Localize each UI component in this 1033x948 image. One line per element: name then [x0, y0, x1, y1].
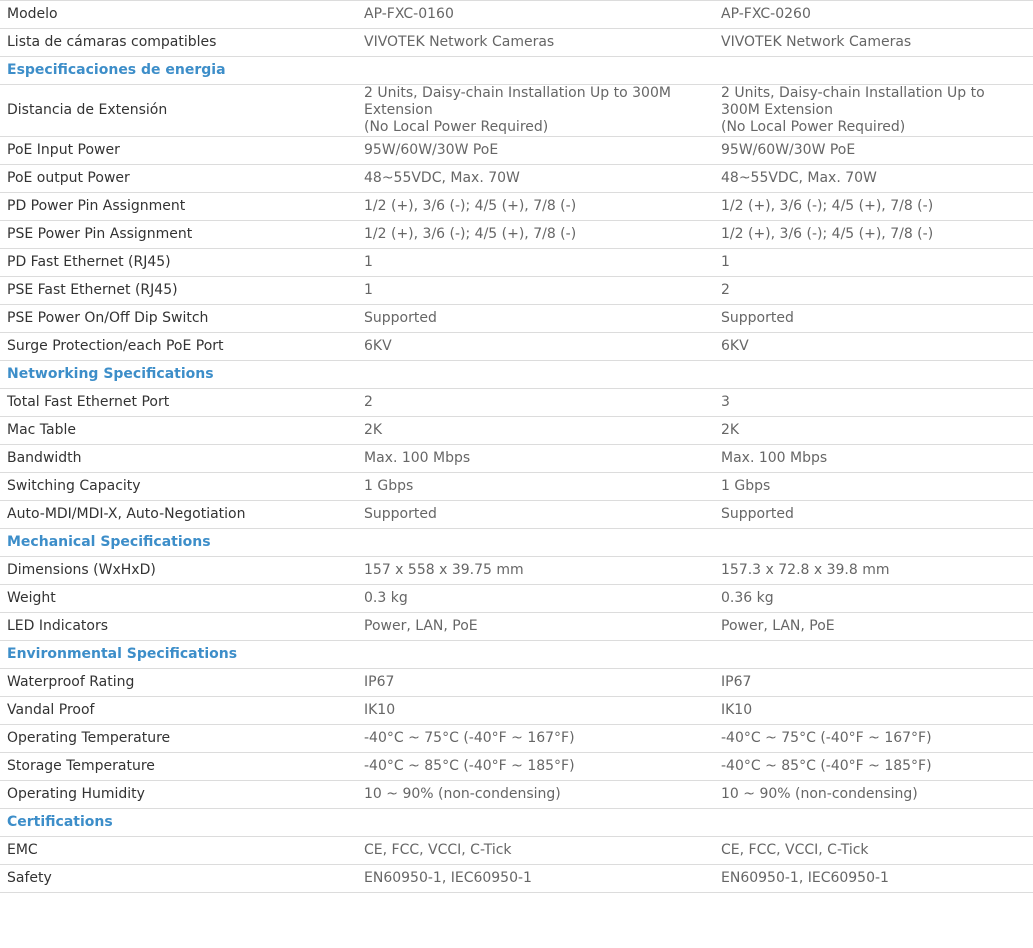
spec-value-model-1-cell: [357, 445, 714, 473]
spec-label: LED Indicators: [7, 618, 109, 634]
spec-value-model-1-cell: [357, 725, 714, 753]
spec-value-model-1: 1: [364, 254, 373, 270]
spec-value-model-1: CE, FCC, VCCI, C-Tick: [364, 842, 512, 858]
spec-value-model-1: 1/2 (+), 3/6 (-); 4/5 (+), 7/8 (-): [364, 226, 577, 242]
spec-label-cell: [0, 837, 357, 865]
spec-value-model-1-cell: [357, 277, 714, 305]
spec-label: Operating Humidity: [7, 786, 145, 802]
spec-value-model-2: IP67: [721, 674, 752, 690]
spec-value-model-1-cell: [357, 333, 714, 361]
table-row: [0, 473, 1033, 501]
spec-value-model-2: 6KV: [721, 338, 749, 354]
table-row: [0, 249, 1033, 277]
spec-value-model-2-cell: [714, 277, 1033, 305]
section-heading-row: [0, 641, 1033, 669]
spec-value-model-1: Supported: [364, 506, 437, 522]
table-row: [0, 781, 1033, 809]
spec-value-model-2: 1/2 (+), 3/6 (-); 4/5 (+), 7/8 (-): [721, 198, 934, 214]
section-heading: Networking Specifications: [0, 361, 357, 389]
spec-label-cell: [0, 249, 357, 277]
spec-value-model-2: Max. 100 Mbps: [721, 450, 828, 466]
spec-value-model-2-cell: [714, 613, 1033, 641]
spec-value-model-2: 3: [721, 394, 730, 410]
spec-label-cell: [0, 137, 357, 165]
spec-value-model-1: 2K: [364, 422, 383, 438]
spec-value-model-2-cell: [714, 417, 1033, 445]
table-row: [0, 585, 1033, 613]
spec-value-model-1-cell: [357, 85, 714, 137]
spec-value-model-1-cell: [357, 697, 714, 725]
spec-label: Surge Protection/each PoE Port: [7, 338, 224, 354]
section-empty-cell: [357, 529, 714, 557]
spec-value-model-2: 1/2 (+), 3/6 (-); 4/5 (+), 7/8 (-): [721, 226, 934, 242]
spec-value-model-1-cell: [357, 837, 714, 865]
spec-label: PoE Input Power: [7, 142, 120, 158]
spec-label-cell: [0, 445, 357, 473]
spec-label: PD Fast Ethernet (RJ45): [7, 254, 171, 270]
spec-label-cell: [0, 697, 357, 725]
spec-value-model-1-cell: [357, 417, 714, 445]
section-heading-row: [0, 361, 1033, 389]
spec-value-model-2-cell: [714, 473, 1033, 501]
table-row: [0, 445, 1033, 473]
spec-value-model-2: -40°C ~ 85°C (-40°F ~ 185°F): [721, 758, 932, 774]
spec-label-cell: [0, 389, 357, 417]
spec-value-model-1: VIVOTEK Network Cameras: [364, 34, 555, 50]
spec-value-model-1-cell: [357, 753, 714, 781]
spec-value-model-2-cell: [714, 669, 1033, 697]
spec-value-model-2-cell: [714, 333, 1033, 361]
spec-value-model-2: 1: [721, 254, 730, 270]
spec-label-cell: [0, 333, 357, 361]
spec-value-model-1: Power, LAN, PoE: [364, 618, 478, 634]
spec-label-cell: [0, 193, 357, 221]
spec-value-model-1-cell: [357, 613, 714, 641]
spec-label: PSE Fast Ethernet (RJ45): [7, 282, 178, 298]
spec-value-model-1-cell: [357, 221, 714, 249]
section-empty-cell: [357, 57, 714, 85]
spec-value-model-2: 0.36 kg: [721, 590, 774, 606]
spec-value-model-1: 95W/60W/30W PoE: [364, 142, 499, 158]
spec-label: Waterproof Rating: [7, 674, 135, 690]
header-row: [0, 1, 1033, 29]
spec-value-model-2-cell: [714, 781, 1033, 809]
spec-value-model-2: 10 ~ 90% (non-condensing): [721, 786, 918, 802]
table-row: [0, 501, 1033, 529]
spec-value-model-2-cell: [714, 557, 1033, 585]
spec-label-cell: [0, 221, 357, 249]
spec-value-model-1: 1: [364, 282, 373, 298]
header-label: Modelo: [0, 1, 357, 29]
spec-label: Vandal Proof: [7, 702, 95, 718]
section-heading-row: [0, 809, 1033, 837]
spec-value-model-1: 48~55VDC, Max. 70W: [364, 170, 520, 186]
section-heading: Environmental Specifications: [0, 641, 357, 669]
spec-value-model-1-cell: [357, 137, 714, 165]
spec-label-cell: [0, 501, 357, 529]
table-row: [0, 193, 1033, 221]
spec-label: Total Fast Ethernet Port: [7, 394, 170, 410]
spec-value-model-2: VIVOTEK Network Cameras: [721, 34, 912, 50]
spec-value-model-2: 2: [721, 282, 730, 298]
spec-value-model-1-cell: [357, 193, 714, 221]
spec-label: PD Power Pin Assignment: [7, 198, 186, 214]
spec-value-model-2-cell: [714, 585, 1033, 613]
spec-label-cell: [0, 305, 357, 333]
spec-label: PSE Power On/Off Dip Switch: [7, 310, 209, 326]
spec-label: Lista de cámaras compatibles: [7, 34, 217, 50]
table-row: [0, 221, 1033, 249]
spec-value-model-1-cell: [357, 781, 714, 809]
spec-table-body: [0, 1, 1033, 893]
spec-label-cell: [0, 669, 357, 697]
spec-label: PoE output Power: [7, 170, 130, 186]
spec-label-cell: [0, 753, 357, 781]
spec-value-model-1: 10 ~ 90% (non-condensing): [364, 786, 561, 802]
spec-value-model-1: 2: [364, 394, 373, 410]
spec-value-model-1-cell: [357, 669, 714, 697]
table-row: [0, 29, 1033, 57]
spec-value-model-1: EN60950-1, IEC60950-1: [364, 870, 532, 886]
spec-label-cell: [0, 417, 357, 445]
section-empty-cell: [357, 361, 714, 389]
spec-label-cell: [0, 165, 357, 193]
spec-value-model-2: 2K: [721, 422, 740, 438]
table-row: [0, 277, 1033, 305]
spec-value-model-2: Supported: [721, 506, 794, 522]
spec-value-model-2: 2 Units, Daisy-chain Installation Up to 300M Extension (No Local Power Required): [721, 85, 985, 135]
spec-value-model-2-cell: [714, 305, 1033, 333]
section-heading: Certifications: [0, 809, 357, 837]
spec-value-model-1-cell: [357, 305, 714, 333]
spec-value-model-2-cell: [714, 865, 1033, 893]
spec-label: Operating Temperature: [7, 730, 171, 746]
section-empty-cell: [714, 809, 1033, 837]
spec-label-cell: [0, 29, 357, 57]
spec-value-model-2: 1 Gbps: [721, 478, 771, 494]
section-empty-cell: [714, 57, 1033, 85]
spec-value-model-2-cell: [714, 221, 1033, 249]
spec-label-cell: [0, 585, 357, 613]
spec-value-model-2-cell: [714, 725, 1033, 753]
spec-value-model-2-cell: [714, 445, 1033, 473]
spec-label-cell: [0, 781, 357, 809]
spec-value-model-2-cell: [714, 29, 1033, 57]
spec-value-model-1-cell: [357, 585, 714, 613]
spec-label-cell: [0, 557, 357, 585]
section-empty-cell: [714, 529, 1033, 557]
table-row: [0, 137, 1033, 165]
spec-label-cell: [0, 865, 357, 893]
spec-value-model-2-cell: [714, 753, 1033, 781]
spec-label: Safety: [7, 870, 52, 886]
spec-value-model-1-cell: [357, 389, 714, 417]
spec-value-model-2: EN60950-1, IEC60950-1: [721, 870, 889, 886]
spec-value-model-2: -40°C ~ 75°C (-40°F ~ 167°F): [721, 730, 932, 746]
spec-label-cell: [0, 85, 357, 137]
section-heading: Especificaciones de energia: [0, 57, 357, 85]
spec-value-model-1: 1 Gbps: [364, 478, 414, 494]
model-name-1: AP-FXC-0160: [357, 1, 714, 29]
spec-value-model-1: 2 Units, Daisy-chain Installation Up to 300M Extension (No Local Power Required): [364, 85, 671, 135]
spec-label: Bandwidth: [7, 450, 82, 466]
spec-label: Storage Temperature: [7, 758, 155, 774]
spec-label: Dimensions (WxHxD): [7, 562, 156, 578]
table-row: [0, 613, 1033, 641]
spec-value-model-2: Power, LAN, PoE: [721, 618, 835, 634]
table-row: [0, 753, 1033, 781]
spec-label: Mac Table: [7, 422, 77, 438]
spec-value-model-1-cell: [357, 29, 714, 57]
spec-label: Distancia de Extensión: [7, 102, 168, 118]
spec-value-model-1: 157 x 558 x 39.75 mm: [364, 562, 524, 578]
table-row: [0, 837, 1033, 865]
spec-label: EMC: [7, 842, 38, 858]
spec-value-model-1: IK10: [364, 702, 396, 718]
spec-label-cell: [0, 473, 357, 501]
spec-label: Weight: [7, 590, 56, 606]
spec-label-cell: [0, 725, 357, 753]
spec-label: Auto-MDI/MDI-X, Auto-Negotiation: [7, 506, 246, 522]
spec-value-model-2: 95W/60W/30W PoE: [721, 142, 856, 158]
spec-value-model-2-cell: [714, 249, 1033, 277]
spec-value-model-2-cell: [714, 85, 1033, 137]
spec-value-model-2-cell: [714, 837, 1033, 865]
section-heading-row: [0, 57, 1033, 85]
spec-value-model-1: -40°C ~ 75°C (-40°F ~ 167°F): [364, 730, 575, 746]
section-empty-cell: [714, 361, 1033, 389]
spec-label-cell: [0, 277, 357, 305]
spec-value-model-2-cell: [714, 165, 1033, 193]
table-row: [0, 389, 1033, 417]
spec-label: Switching Capacity: [7, 478, 141, 494]
spec-value-model-1-cell: [357, 249, 714, 277]
spec-value-model-1: 1/2 (+), 3/6 (-); 4/5 (+), 7/8 (-): [364, 198, 577, 214]
spec-value-model-1: IP67: [364, 674, 395, 690]
table-row: [0, 697, 1033, 725]
spec-value-model-1-cell: [357, 165, 714, 193]
section-empty-cell: [714, 641, 1033, 669]
spec-value-model-2: CE, FCC, VCCI, C-Tick: [721, 842, 869, 858]
spec-label-cell: [0, 613, 357, 641]
spec-value-model-1: 6KV: [364, 338, 392, 354]
spec-value-model-2-cell: [714, 193, 1033, 221]
table-row: [0, 305, 1033, 333]
section-heading-row: [0, 529, 1033, 557]
spec-value-model-2: Supported: [721, 310, 794, 326]
spec-value-model-2: 157.3 x 72.8 x 39.8 mm: [721, 562, 890, 578]
table-row: [0, 417, 1033, 445]
spec-value-model-2-cell: [714, 137, 1033, 165]
model-name-2: AP-FXC-0260: [714, 1, 1033, 29]
table-row: [0, 865, 1033, 893]
spec-value-model-1: Max. 100 Mbps: [364, 450, 471, 466]
spec-value-model-1: Supported: [364, 310, 437, 326]
section-empty-cell: [357, 641, 714, 669]
spec-value-model-1: -40°C ~ 85°C (-40°F ~ 185°F): [364, 758, 575, 774]
table-row: [0, 165, 1033, 193]
table-row: [0, 85, 1033, 137]
spec-value-model-2-cell: [714, 697, 1033, 725]
spec-label: PSE Power Pin Assignment: [7, 226, 193, 242]
section-heading: Mechanical Specifications: [0, 529, 357, 557]
table-row: [0, 333, 1033, 361]
spec-value-model-1-cell: [357, 501, 714, 529]
spec-value-model-1-cell: [357, 557, 714, 585]
spec-value-model-2-cell: [714, 389, 1033, 417]
spec-value-model-2: 48~55VDC, Max. 70W: [721, 170, 877, 186]
table-row: [0, 669, 1033, 697]
spec-value-model-1: 0.3 kg: [364, 590, 408, 606]
spec-value-model-2: IK10: [721, 702, 753, 718]
table-row: [0, 725, 1033, 753]
spec-value-model-1-cell: [357, 473, 714, 501]
spec-value-model-1-cell: [357, 865, 714, 893]
table-row: [0, 557, 1033, 585]
section-empty-cell: [357, 809, 714, 837]
spec-value-model-2-cell: [714, 501, 1033, 529]
